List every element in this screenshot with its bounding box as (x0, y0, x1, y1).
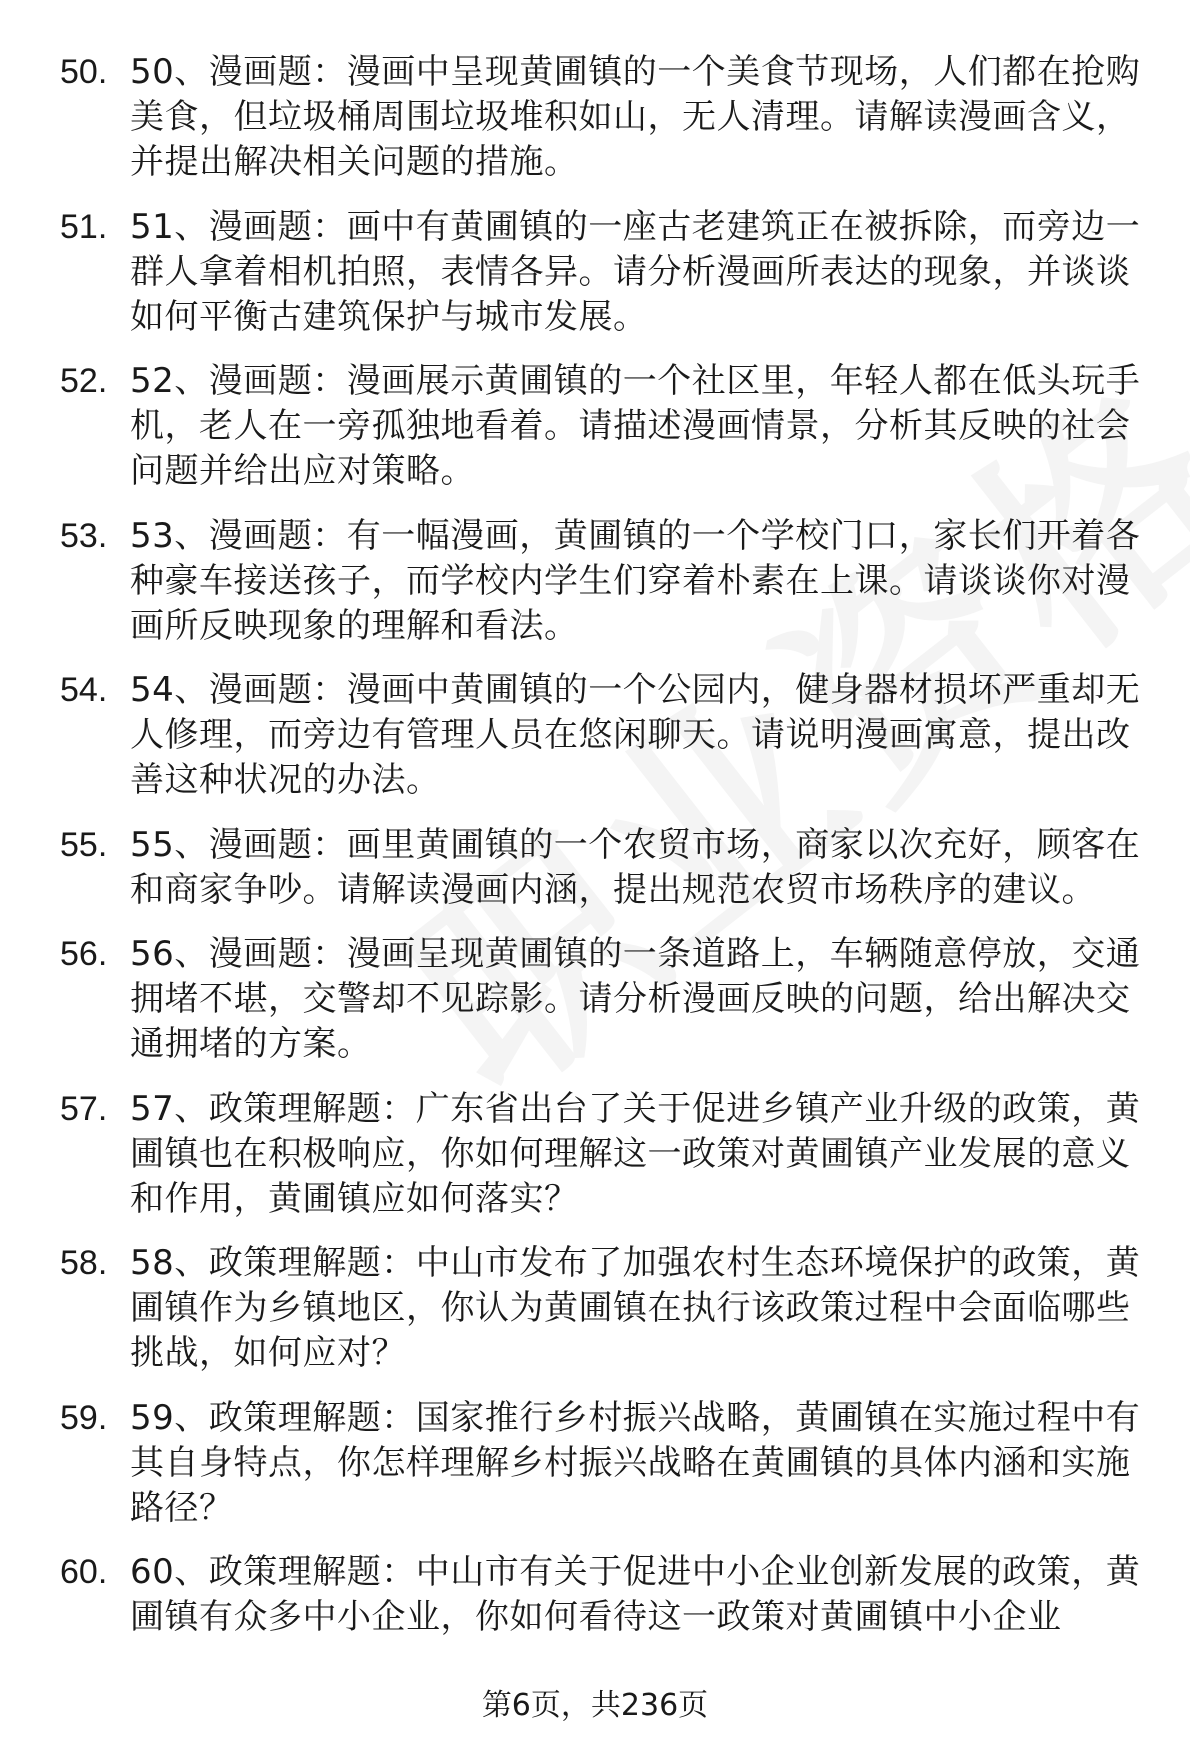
list-item (60, 1396, 1160, 1531)
list-item (60, 1550, 1160, 1640)
list-item (60, 1241, 1160, 1376)
list-item (60, 823, 1160, 913)
item-number: 58. (60, 1244, 108, 1282)
item-text: 55、漫画题：画里黄圃镇的一个农贸市场，商家以次充好，顾客在和商家争吵。请解读漫画内涵，提出规范农贸市场秩序的建议。 (130, 824, 1141, 910)
list-item (60, 668, 1160, 803)
item-number: 56. (60, 935, 108, 973)
question-list (60, 50, 1160, 1660)
item-number: 60. (60, 1553, 108, 1591)
item-number: 51. (60, 207, 108, 246)
item-text: 51、漫画题：画中有黄圃镇的一座古老建筑正在被拆除，而旁边一群人拿着相机拍照，表情各异。请分析漫画所表达的现象，并谈谈如何平衡古建筑保护与城市发展。 (130, 206, 1141, 337)
item-number: 52. (60, 362, 108, 400)
list-item (60, 359, 1160, 494)
list-item (60, 50, 1160, 185)
item-text: 59、政策理解题：国家推行乡村振兴战略，黄圃镇在实施过程中有其自身特点，你怎样理解乡村振兴战略在黄圃镇的具体内涵和实施路径？ (130, 1397, 1141, 1528)
item-text: 53、漫画题：有一幅漫画，黄圃镇的一个学校门口，家长们开着各种豪车接送孩子，而学校内学生们穿着朴素在上课。请谈谈你对漫画所反映现象的理解和看法。 (130, 515, 1141, 646)
item-text: 54、漫画题：漫画中黄圃镇的一个公园内，健身器材损坏严重却无人修理，而旁边有管理人员在悠闲聊天。请说明漫画寓意，提出改善这种状况的办法。 (130, 670, 1141, 800)
list-item (60, 514, 1160, 649)
item-text: 57、政策理解题：广东省出台了关于促进乡镇产业升级的政策，黄圃镇也在积极响应，你如何理解这一政策对黄圃镇产业发展的意义和作用，黄圃镇应如何落实？ (130, 1088, 1141, 1219)
item-text: 50、漫画题：漫画中呈现黄圃镇的一个美食节现场，人们都在抢购美食，但垃圾桶周围垃圾堆积如山，无人清理。请解读漫画含义，并提出解决相关问题的措施。 (130, 52, 1141, 182)
item-number: 54. (60, 671, 108, 709)
list-item (60, 205, 1160, 340)
item-number: 57. (60, 1089, 108, 1128)
list-item (60, 932, 1160, 1067)
item-number: 55. (60, 825, 108, 864)
page-footer: 第6页，共236页 (481, 1688, 709, 1723)
item-text: 60、政策理解题：中山市有关于促进中小企业创新发展的政策，黄圃镇有众多中小企业，你如何看待这一政策对黄圃镇中小企业 (130, 1552, 1141, 1637)
list-item (60, 1087, 1160, 1222)
item-number: 59. (60, 1398, 108, 1437)
item-text: 52、漫画题：漫画展示黄圃镇的一个社区里，年轻人都在低头玩手机，老人在一旁孤独地看着。请描述漫画情景，分析其反映的社会问题并给出应对策略。 (130, 361, 1141, 491)
item-text: 56、漫画题：漫画呈现黄圃镇的一条道路上，车辆随意停放，交通拥堵不堪，交警却不见踪影。请分析漫画反映的问题，给出解决交通拥堵的方案。 (130, 934, 1141, 1064)
item-text: 58、政策理解题：中山市发布了加强农村生态环境保护的政策，黄圃镇作为乡镇地区，你认为黄圃镇在执行该政策过程中会面临哪些挑战，如何应对？ (130, 1243, 1141, 1373)
item-number: 53. (60, 516, 108, 555)
item-number: 50. (60, 53, 108, 91)
